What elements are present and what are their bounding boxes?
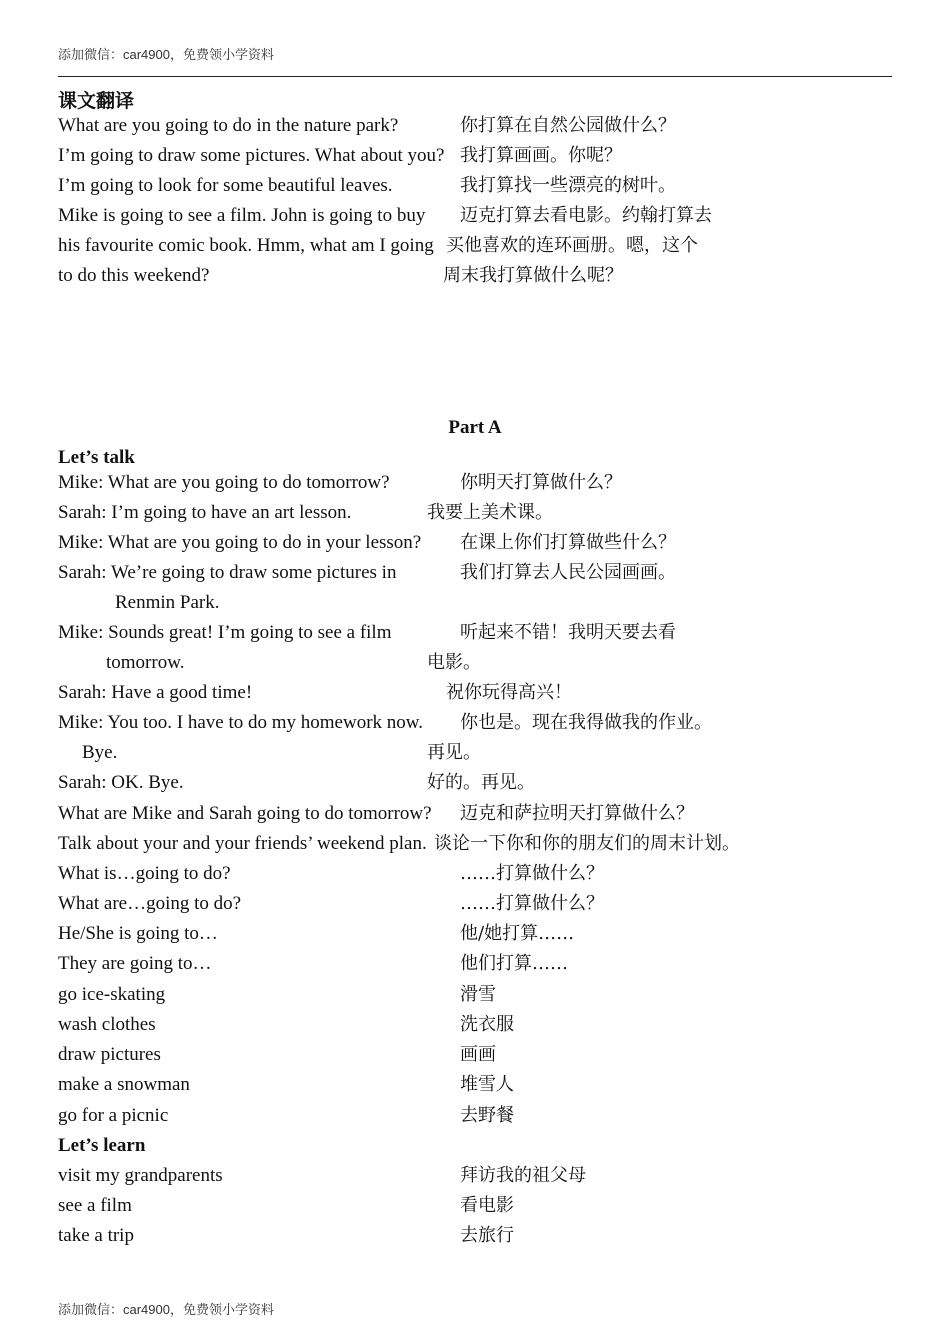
dialogue-line: Sarah: We’re going to draw some pictures in: [58, 562, 397, 583]
text-line: Mike is going to see a film. John is going to buy: [58, 205, 426, 226]
translation-line: 我打算画画。你呢？: [460, 145, 622, 166]
text-line: I’m going to draw some pictures. What about you?: [58, 145, 445, 166]
translation-line: ……打算做什么？: [460, 863, 604, 884]
translation-line: 他们打算……: [460, 953, 568, 974]
translation-line: ……打算做什么？: [460, 893, 604, 914]
translation-line: 电影。: [427, 652, 481, 673]
phrase-line: go ice-skating: [58, 984, 166, 1005]
translation-line: 再见。: [427, 742, 481, 763]
translation-line: 在课上你们打算做些什么？: [460, 532, 676, 553]
translation-line: 买他喜欢的连环画册。嗯，这个: [446, 235, 698, 256]
part-title: Part A: [448, 417, 502, 438]
translation-line: 画画: [460, 1044, 496, 1065]
translation-line: 迈克和萨拉明天打算做什么？: [460, 803, 694, 824]
text-line: his favourite comic book. Hmm, what am I going: [58, 235, 434, 256]
question-line: What are Mike and Sarah going to do tomorrow?: [58, 803, 432, 824]
translation-line: 拜访我的祖父母: [460, 1165, 586, 1186]
translation-line: 你明天打算做什么？: [460, 472, 622, 493]
dialogue-line: Mike: What are you going to do tomorrow?: [58, 472, 390, 493]
section-title: 课文翻译: [58, 90, 135, 112]
phrase-line: What is…going to do?: [58, 863, 231, 884]
dialogue-line: Mike: Sounds great! I’m going to see a film: [58, 622, 392, 643]
phrase-line: He/She is going to…: [58, 923, 218, 944]
dialogue-line: Sarah: Have a good time!: [58, 682, 253, 703]
translation-line: 谈论一下你和你的朋友们的周末计划。: [434, 833, 740, 854]
phrase-line: take a trip: [58, 1225, 134, 1246]
translation-line: 你也是。现在我得做我的作业。: [460, 712, 712, 733]
translation-line: 堆雪人: [460, 1074, 514, 1095]
phrase-line: What are…going to do?: [58, 893, 242, 914]
translation-line: 我们打算去人民公园画画。: [460, 562, 676, 583]
dialogue-line: Mike: What are you going to do in your lesson?: [58, 532, 422, 553]
translation-line: 听起来不错！我明天要去看: [460, 622, 676, 643]
translation-line: 周末我打算做什么呢？: [443, 265, 623, 286]
header-divider: [58, 76, 892, 77]
phrase-line: go for a picnic: [58, 1105, 169, 1126]
translation-line: 滑雪: [460, 984, 496, 1005]
translation-line: 去野餐: [460, 1105, 514, 1126]
translation-line: 我打算找一些漂亮的树叶。: [460, 175, 676, 196]
dialogue-line: Sarah: OK. Bye.: [58, 772, 184, 793]
dialogue-line: Renmin Park.: [115, 592, 220, 613]
dialogue-line: Sarah: I’m going to have an art lesson.: [58, 502, 352, 523]
subsection-title: Let’s talk: [58, 447, 135, 468]
translation-line: 我要上美术课。: [427, 502, 553, 523]
dialogue-line: Bye.: [82, 742, 118, 763]
text-line: to do this weekend?: [58, 265, 210, 286]
translation-line: 他/她打算……: [460, 923, 575, 944]
subsection-title: Let’s learn: [58, 1135, 146, 1156]
text-line: I’m going to look for some beautiful leaves.: [58, 175, 393, 196]
text-line: What are you going to do in the nature park?: [58, 115, 399, 136]
page-footer: 添加微信：car4900，免费领小学资料: [58, 1302, 274, 1317]
phrase-line: draw pictures: [58, 1044, 161, 1065]
dialogue-line: Mike: You too. I have to do my homework now.: [58, 712, 424, 733]
phrase-line: make a snowman: [58, 1074, 190, 1095]
translation-line: 洗衣服: [460, 1014, 514, 1035]
translation-line: 你打算在自然公园做什么？: [460, 115, 676, 136]
translation-line: 看电影: [460, 1195, 514, 1216]
instruction-line: Talk about your and your friends’ weekend plan.: [58, 833, 427, 854]
translation-line: 好的。再见。: [427, 772, 535, 793]
translation-line: 去旅行: [460, 1225, 514, 1246]
phrase-line: see a film: [58, 1195, 132, 1216]
phrase-line: visit my grandparents: [58, 1165, 223, 1186]
translation-line: 祝你玩得高兴！: [446, 682, 572, 703]
phrase-line: They are going to…: [58, 953, 212, 974]
phrase-line: wash clothes: [58, 1014, 156, 1035]
translation-line: 迈克打算去看电影。约翰打算去: [460, 205, 712, 226]
dialogue-line: tomorrow.: [106, 652, 185, 673]
page-header: 添加微信：car4900，免费领小学资料: [58, 47, 274, 62]
